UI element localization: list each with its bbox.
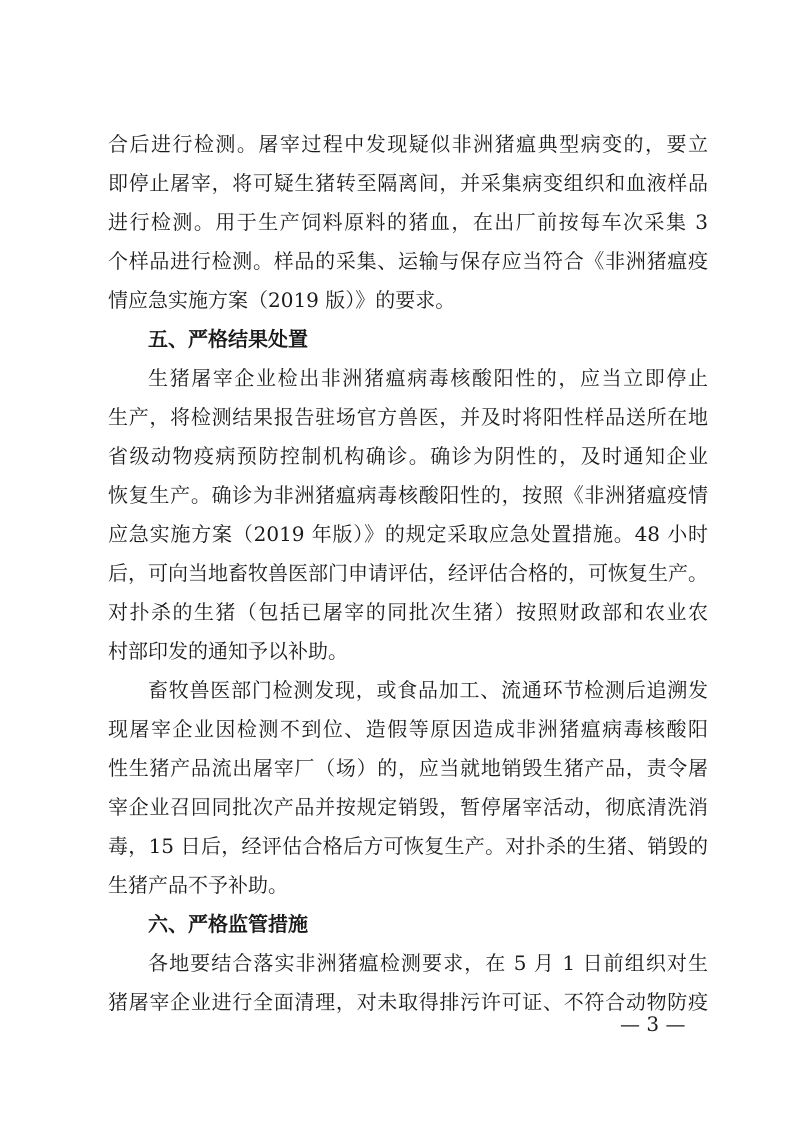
paragraph — [108, 359, 708, 671]
text-line: 宰企业召回同批次产品并按规定销毁，暂停屠宰活动，彻底清洗消 — [108, 795, 708, 819]
text-line: 个样品进行检测。样品的采集、运输与保存应当符合《非洲猪瘟疫 — [108, 249, 708, 273]
text-line: 即停止屠宰，将可疑生猪转至隔离间，并采集病变组织和血液样品 — [108, 171, 708, 195]
text-line: 生产，将检测结果报告驻场官方兽医，并及时将阳性样品送所在地 — [108, 405, 708, 429]
text-line: 情应急实施方案（2019 版）》的要求。 — [108, 288, 456, 312]
paragraph — [108, 944, 708, 1022]
text-line: 恢复生产。确诊为非洲猪瘟病毒核酸阳性的，按照《非洲猪瘟疫情 — [108, 483, 708, 507]
section-heading: 五、严格结果处置 — [148, 327, 308, 351]
text-line: 毒，15 日后，经评估合格后方可恢复生产。对扑杀的生猪、销毁的 — [108, 834, 708, 858]
text-line: 各地要结合落实非洲猪瘟检测要求，在 5 月 1 日前组织对生 — [148, 951, 708, 975]
text-line: 省级动物疫病预防控制机构确诊。确诊为阴性的，及时通知企业 — [108, 444, 708, 468]
text-line: 现屠宰企业因检测不到位、造假等原因造成非洲猪瘟病毒核酸阳 — [108, 717, 708, 741]
page-number: — 3 — — [620, 1012, 686, 1036]
text-line: 畜牧兽医部门检测发现，或食品加工、流通环节检测后追溯发 — [148, 678, 708, 702]
text-line: 合后进行检测。屠宰过程中发现疑似非洲猪瘟典型病变的，要立 — [108, 132, 708, 156]
text-line: 后，可向当地畜牧兽医部门申请评估，经评估合格的，可恢复生产。 — [108, 561, 708, 585]
text-line: 村部印发的通知予以补助。 — [108, 639, 348, 663]
text-line: 生猪产品不予补助。 — [108, 873, 288, 897]
document-body — [108, 125, 708, 1022]
section-heading: 六、严格监管措施 — [148, 912, 308, 936]
text-line: 应急实施方案（2019 年版）》的规定采取应急处置措施。48 小时 — [108, 522, 708, 546]
text-line: 对扑杀的生猪（包括已屠宰的同批次生猪）按照财政部和农业农 — [108, 600, 708, 624]
text-line: 生猪屠宰企业检出非洲猪瘟病毒核酸阳性的，应当立即停止 — [148, 366, 708, 390]
paragraph — [108, 125, 708, 320]
paragraph — [108, 671, 708, 905]
text-line: 猪屠宰企业进行全面清理，对未取得排污许可证、不符合动物防疫 — [108, 990, 708, 1014]
text-line: 性生猪产品流出屠宰厂（场）的，应当就地销毁生猪产品，责令屠 — [108, 756, 708, 780]
text-line: 进行检测。用于生产饲料原料的猪血，在出厂前按每车次采集 3 — [108, 210, 708, 234]
